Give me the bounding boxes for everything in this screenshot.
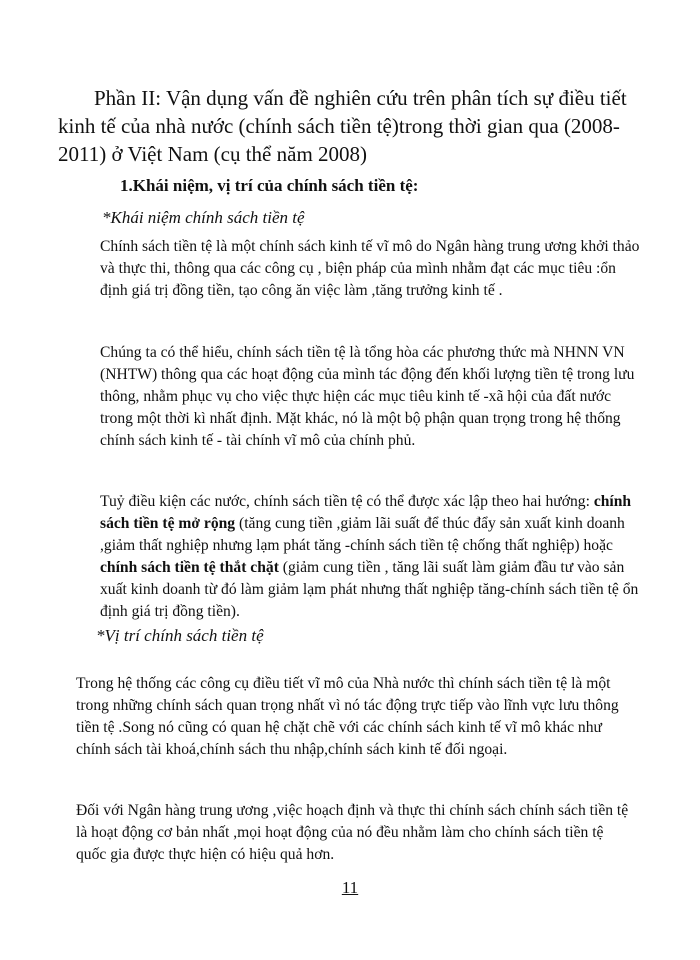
bold-term-expansionary: chính sách tiền tệ mở rộng [100, 493, 632, 532]
text-run: Tuỷ điều kiện các nước, chính sách tiền tệ có thể được xác lập theo hai hướng: [100, 493, 594, 510]
paragraph-definition: Chính sách tiền tệ là một chính sách kinh tế vĩ mô do Ngân hàng trung ương khởi thảo và thực thi, thông qua các công cụ , biện pháp của mình nhằm đạt các mục tiêu :ổn định giá trị đồng tiền, tạo công ăn việc làm ,tăng trưởng kinh tế . [100, 238, 640, 299]
paragraph-central-bank: Đối với Ngân hàng trung ương ,việc hoạch định và thực thi chính sách chính sách tiền tệ là hoạt động cơ bản nhất ,mọi hoạt động của nó đều nhằm làm cho chính sách tiền tệ quốc gia được thực hiện có hiệu quả hơn. [76, 802, 629, 863]
text-run: (tăng cung tiền ,giảm lãi suất để thúc đẩy sản xuất kinh doanh ,giảm thất nghiệp nhưng lạm phát tăng -chính sách tiền tệ chống thất nghiệp) hoặc [100, 515, 625, 554]
subheading-concept: *Khái niệm chính sách tiền tệ [102, 208, 305, 227]
text-run: (giảm cung tiền , tăng lãi suất làm giảm đầu tư vào sản xuất kinh doanh từ đó làm giảm lạm phát nhưng thất nghiệp tăng-chính sách tiền tệ ổn định giá trị đồng tiền). [100, 559, 639, 620]
paragraph-understanding: Chúng ta có thể hiểu, chính sách tiền tệ là tổng hòa các phương thức mà NHNN VN (NHTW) thông qua các hoạt động của mình tác động đến khối lượng tiền tệ trong lưu thông, nhằm phục vụ cho việc thực hiện các mục tiêu kinh tế -xã hội của đất nước trong một thời kì nhất định. Mặt khác, nó là một bộ phận quan trọng trong hệ thống chính sách kinh tế - tài chính vĩ mô của chính phủ. [100, 344, 635, 449]
page-number: 11 [341, 878, 359, 897]
paragraph-position: Trong hệ thống các công cụ điều tiết vĩ mô của Nhà nước thì chính sách tiền tệ là một trong những chính sách quan trọng nhất vì nó tác động trực tiếp vào lĩnh vực lưu thông tiền tệ .Song nó cũng có quan hệ chặt chẽ với các chính sách kinh tế vĩ mô khác như chính sách tài khoá,chính sách thu nhập,chính sách kinh tế đối ngoại. [76, 675, 619, 758]
bold-term-contractionary: chính sách tiền tệ thắt chặt [100, 559, 279, 576]
section-heading: 1.Khái niệm, vị trí của chính sách tiền tệ: [120, 176, 419, 195]
paragraph-directions [100, 491, 645, 623]
section-title: Phần II: Vận dụng vấn đề nghiên cứu trên phân tích sự điều tiết kinh tế của nhà nước (chính sách tiền tệ)trong thời gian qua (2008-2011) ở Việt Nam (cụ thể năm 2008) [58, 86, 627, 166]
subheading-position: *Vị trí chính sách tiền tệ [96, 626, 264, 645]
